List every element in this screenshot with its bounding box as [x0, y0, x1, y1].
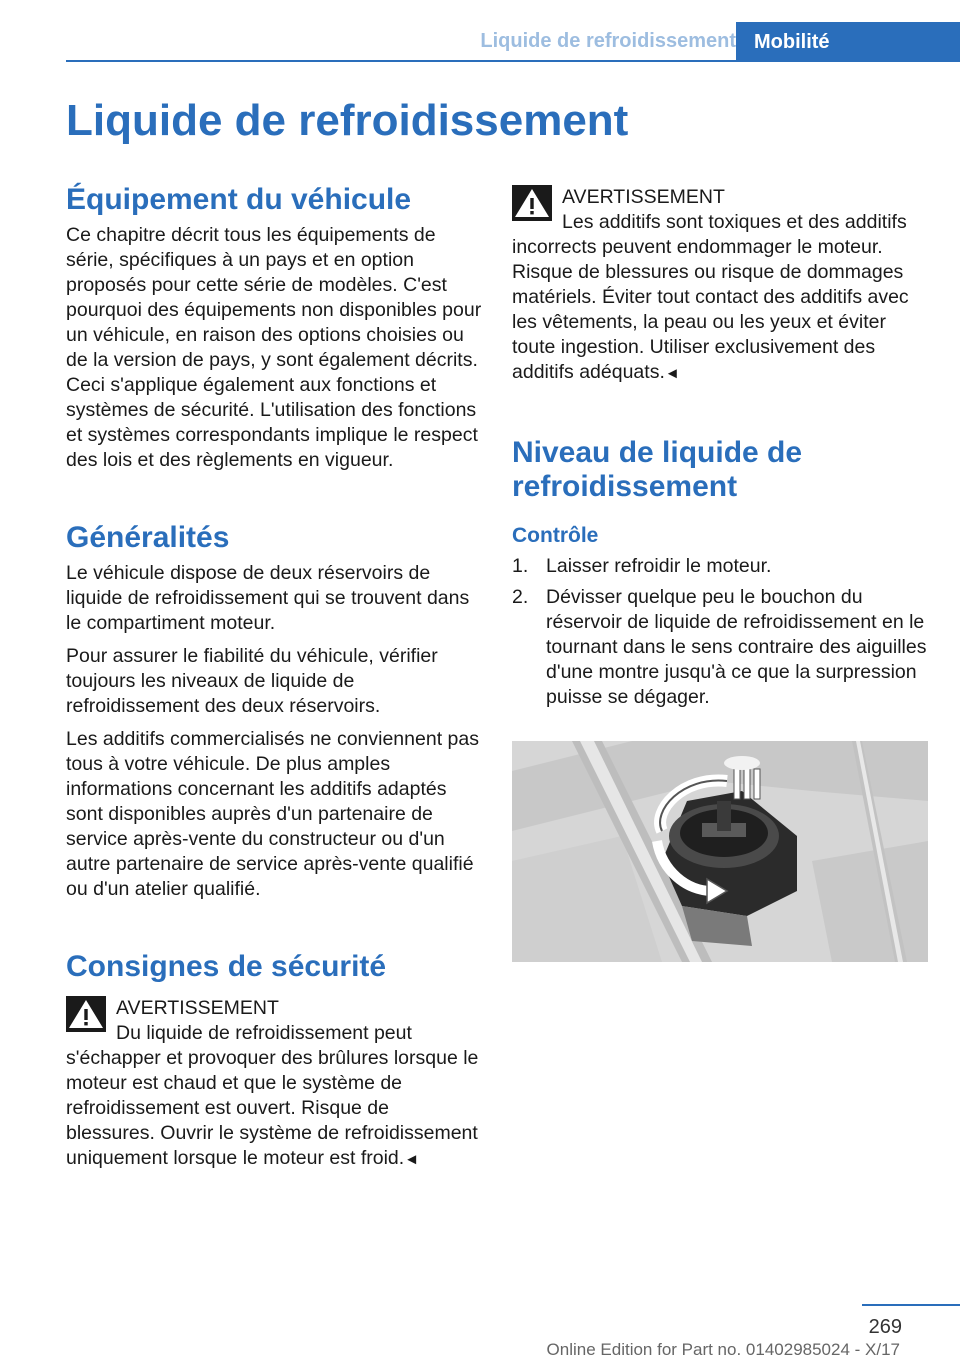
- warning-body: [512, 210, 928, 386]
- step-text: Dévisser quelque peu le bouchon du réservoir de liquide de refroidissement en le tournant dans le sens contraire des aiguilles d'une montre jusqu'à ce que la surpression puisse se dégager.: [546, 586, 927, 708]
- warning-triangle-icon: [66, 996, 106, 1032]
- warning-block-additifs: [512, 183, 928, 386]
- section-consignes: [66, 950, 482, 1172]
- right-column: [512, 183, 928, 716]
- section-generalites: [66, 521, 482, 902]
- left-column: [66, 183, 482, 1172]
- running-header-tab: Mobilité: [736, 22, 960, 62]
- coolant-reservoir-image: [512, 741, 928, 962]
- page-title: Liquide de refroidissement: [66, 96, 629, 145]
- generalites-paragraph-3: Les additifs commercialisés ne conviennent pas tous à votre véhicule. De plus amples informations concernant les additifs adaptés sont disponibles auprès d'un partenaire de service après-vente du constructeur ou d'un autre partenaire de service après-vente qualifié ou d'un atelier qualifié.: [66, 728, 479, 900]
- warning-body: [66, 1021, 482, 1172]
- footer-rule: [862, 1304, 960, 1306]
- end-mark: ◄: [404, 1151, 420, 1168]
- heading-niveau: Niveau de liquide de refroidissement: [512, 436, 803, 503]
- running-header-section: Liquide de refroidissement: [480, 30, 736, 52]
- heading-generalites: Généralités: [66, 521, 230, 554]
- generalites-paragraph-1: Le véhicule dispose de deux réservoirs de liquide de refroidissement qui se trouvent dans le compartiment moteur.: [66, 562, 470, 634]
- section-equipement: [66, 183, 482, 473]
- header-rule: [66, 60, 960, 62]
- warning-title: AVERTISSEMENT: [562, 186, 725, 208]
- generalites-paragraph-2: Pour assurer le fiabilité du véhicule, vérifier toujours les niveaux de liquide de refroidissement des deux réservoirs.: [66, 645, 438, 717]
- list-item: [512, 554, 928, 579]
- section-niveau: [512, 436, 928, 710]
- equipement-text: Ce chapitre décrit tous les équipements de série, spécifiques à un pays et en option proposés pour cette série de modèles. C'est pourquoi des équipements non disponibles pour un véhicule, en raison des options choisies ou de la version de pays, y sont également décrits. Ceci s'applique également aux fonctions et systèmes de sécurité. L'utilisation des fonctions et systèmes correspondants implique le respect des lois et des règlements en vigueur.: [66, 224, 482, 471]
- subheading-controle: Contrôle: [512, 524, 599, 547]
- warning-text: Les additifs sont toxiques et des additifs incorrects peuvent endommager le moteur. Risque de blessures ou risque de dommages matériels. Éviter tout contact des additifs avec les vêtements, la peau ou les yeux et éviter toute ingestion. Utiliser exclusivement des additifs adéquats.: [512, 211, 909, 383]
- warning-text: Du liquide de refroidissement peut s'échapper et provoquer des brûlures lorsque le moteur est chaud et que le système de refroidissement est ouvert. Risque de blessures. Ouvrir le système de refroidissement uniquement lorsque le moteur est froid.: [66, 1022, 479, 1169]
- page-number: 269: [868, 1316, 902, 1338]
- step-number: 2.: [512, 586, 529, 608]
- end-mark: ◄: [664, 365, 680, 382]
- step-text: Laisser refroidir le moteur.: [546, 555, 772, 577]
- coolant-cap-illustration: [512, 741, 928, 962]
- warning-title: AVERTISSEMENT: [116, 997, 279, 1019]
- step-number: 1.: [512, 555, 529, 577]
- heading-consignes: Consignes de sécurité: [66, 950, 387, 983]
- warning-triangle-icon: [512, 185, 552, 221]
- footer-edition: Online Edition for Part no. 01402985024 - X/17: [546, 1340, 900, 1359]
- warning-block-burns: [66, 994, 482, 1172]
- steps-list: [512, 554, 928, 710]
- heading-equipement: Équipement du véhicule: [66, 183, 412, 216]
- list-item: [512, 585, 928, 710]
